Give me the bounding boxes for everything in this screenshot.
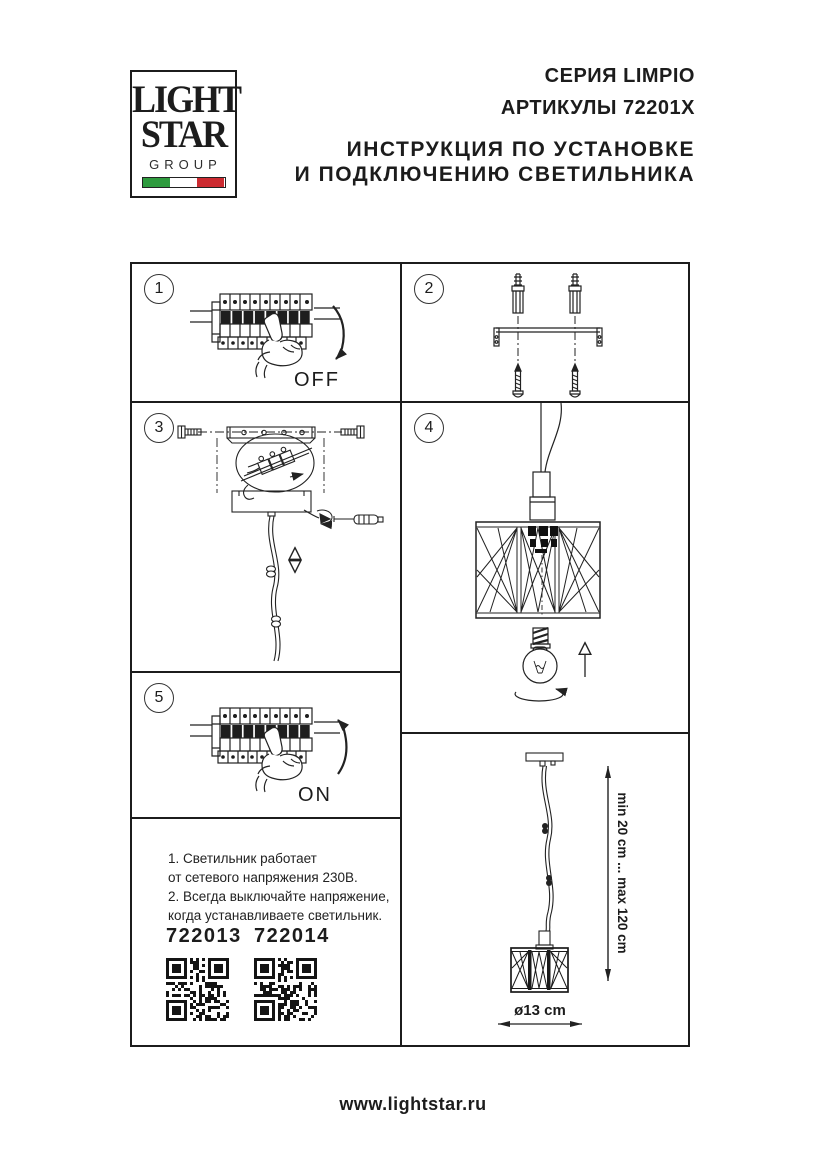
note-line-1: 1. Светильник работает xyxy=(168,851,317,866)
step-1-panel xyxy=(132,264,402,403)
title-line-1: ИНСТРУКЦИЯ ПО УСТАНОВКЕ xyxy=(346,138,695,161)
diameter-label: ø13 cm xyxy=(514,1002,566,1019)
product-code: 722013 xyxy=(166,925,242,947)
instruction-steps-grid xyxy=(130,262,690,1047)
product-722014-block xyxy=(254,925,330,1021)
logo-word-star: STAR xyxy=(140,112,227,156)
pendant-dimensions-illustration xyxy=(402,734,688,1045)
series-name: СЕРИЯ LIMPIO xyxy=(544,65,695,87)
off-label: OFF xyxy=(294,369,340,391)
website-url: www.lightstar.ru xyxy=(339,1094,487,1114)
product-code: 722014 xyxy=(254,925,330,947)
step-4-number: 4 xyxy=(414,413,444,443)
step-3-number: 3 xyxy=(144,413,174,443)
article-numbers: АРТИКУЛЫ 72201X xyxy=(500,97,695,119)
product-722013-block xyxy=(166,925,242,1021)
step-5-number: 5 xyxy=(144,683,174,713)
title-line-2: И ПОДКЛЮЧЕНИЮ СВЕТИЛЬНИКА xyxy=(294,163,695,186)
logo-word-light: LIGHT xyxy=(132,77,241,121)
step-3-panel xyxy=(132,403,402,673)
flag-green xyxy=(143,178,170,187)
note-line-4: когда устанавливаете светильник. xyxy=(168,908,383,923)
step-5-panel xyxy=(132,673,402,819)
shade-and-bulb-illustration xyxy=(402,403,688,732)
mounting-hardware-illustration xyxy=(402,264,688,401)
step-2-panel xyxy=(402,264,688,403)
dimensions-panel xyxy=(402,734,688,1045)
note-line-3: 2. Всегда выключайте напряжение, xyxy=(168,889,390,904)
height-range-label: min 20 cm ... max 120 cm xyxy=(615,792,630,954)
step-4-panel xyxy=(402,403,688,734)
qr-code-icon xyxy=(166,958,229,1021)
lightstar-logo xyxy=(130,70,241,198)
safety-notes xyxy=(168,849,389,925)
italian-flag-icon xyxy=(142,177,226,188)
qr-code-icon xyxy=(254,958,317,1021)
canopy-wiring-illustration xyxy=(132,403,400,671)
note-line-2: от сетевого напряжения 230В. xyxy=(168,870,358,885)
flag-white xyxy=(170,178,197,187)
document-title xyxy=(295,137,695,187)
step-2-number: 2 xyxy=(414,274,444,304)
notes-panel xyxy=(132,819,402,1045)
header-text-block xyxy=(295,60,695,187)
on-label: ON xyxy=(298,784,332,806)
flag-red xyxy=(197,178,224,187)
step-1-number: 1 xyxy=(144,274,174,304)
logo-word-group: GROUP xyxy=(149,156,222,172)
